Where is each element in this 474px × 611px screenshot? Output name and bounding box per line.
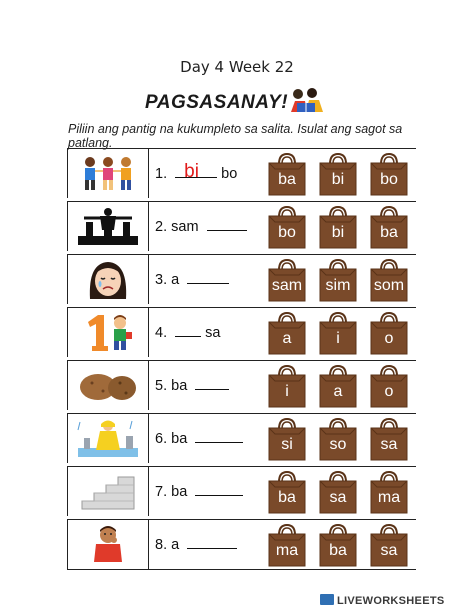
day-week-heading: Day 4 Week 22 [180,58,294,76]
question-prefix: a [171,272,180,288]
stairs-icon [76,471,140,512]
exercise-row-6 [67,413,416,463]
picture-cell [67,361,149,410]
choice-bag[interactable] [367,523,411,567]
choice-label: o [384,330,394,347]
answer-blank[interactable] [195,441,243,443]
choice-label: si [281,436,293,453]
choice-bags [265,152,415,198]
choice-bag[interactable] [265,152,309,196]
question-text [155,325,220,341]
people-silhouette-icon [76,206,140,247]
exercise-row-5 [67,360,416,410]
picture-cell [67,255,149,304]
potatoes-icon [76,365,140,406]
exercise-table [67,148,416,576]
choice-label: o [384,383,394,400]
choice-label: i [336,330,340,347]
choice-label: ba [380,224,398,241]
question-number: 6. [155,431,168,447]
question-text [155,431,243,447]
choice-label: so [329,436,347,453]
choice-bags [265,470,415,516]
question-text [155,537,237,553]
question-prefix: a [171,537,180,553]
question-number: 1. [155,166,168,182]
question-suffix: sa [205,325,221,341]
choice-bag[interactable] [367,311,411,355]
picture-cell [67,467,149,516]
question-number: 3. [155,272,168,288]
choice-label: a [333,383,343,400]
exercise-row-4 [67,307,416,357]
picture-cell [67,520,149,569]
question-prefix: sam [171,219,199,235]
children-reading-icon [287,86,327,116]
picture-cell [67,149,149,198]
picture-cell [67,308,149,357]
liveworksheets-footer[interactable] [320,594,445,608]
exercise-row-8 [67,519,416,570]
answer-blank[interactable] [195,494,243,496]
choice-bag[interactable] [265,470,309,514]
choice-label: ba [278,171,296,188]
crying-girl-icon [76,259,140,300]
children-playing-icon [76,153,140,194]
choice-bag[interactable] [316,258,360,302]
question-text [155,219,247,235]
choice-bag[interactable] [367,417,411,461]
question-text [155,272,229,288]
question-number: 7. [155,484,168,500]
choice-bag[interactable] [265,205,309,249]
choice-bag[interactable] [265,364,309,408]
choice-bag[interactable] [316,417,360,461]
answer-blank[interactable] [207,229,247,231]
choice-label: ba [329,542,347,559]
choice-label: sim [325,277,351,294]
question-suffix: bo [221,166,238,182]
question-number: 2. [155,219,168,235]
instructions-text: Piliin ang pantig na kukumpleto sa salita. Isulat ang sagot sa patlang. [68,122,403,150]
answer-blank[interactable] [175,161,217,182]
number-one-boy-icon [76,312,140,353]
exercise-row-1 [67,148,416,198]
picture-cell [67,414,149,463]
choice-label: sa [380,542,398,559]
choice-bags [265,311,415,357]
liveworksheets-logo-icon [320,594,334,605]
choice-label: sa [329,489,347,506]
choice-label: ba [278,489,296,506]
choice-label: bi [331,224,345,241]
choice-bag[interactable] [316,523,360,567]
question-prefix: ba [171,431,188,447]
choice-bag[interactable] [265,523,309,567]
choice-bag[interactable] [367,205,411,249]
question-prefix: ba [171,484,188,500]
choice-bag[interactable] [367,470,411,514]
choice-bag[interactable] [265,258,309,302]
choice-bag[interactable] [316,311,360,355]
exercise-row-2 [67,201,416,251]
choice-label: sa [380,436,398,453]
choice-bag[interactable] [367,364,411,408]
choice-bags [265,205,415,251]
answer-blank[interactable] [187,282,229,284]
worksheet-title: PAGSASANAY! [145,92,289,113]
choice-bag[interactable] [316,470,360,514]
choice-bags [265,258,415,304]
choice-label: a [282,330,292,347]
answer-blank[interactable] [195,388,229,390]
answer-blank[interactable] [175,335,201,337]
exercise-row-3 [67,254,416,304]
picture-cell [67,202,149,251]
choice-label: bo [278,224,296,241]
choice-bags [265,364,415,410]
choice-bag[interactable] [265,311,309,355]
question-number: 4. [155,325,168,341]
choice-bags [265,523,415,569]
choice-bag[interactable] [316,152,360,196]
question-text [155,378,229,394]
choice-label: bo [380,171,398,188]
choice-label: sam [271,277,303,294]
flood-raincoat-icon [76,418,140,459]
choice-bag[interactable] [265,417,309,461]
choice-label: ma [275,542,299,559]
choice-bag[interactable] [316,205,360,249]
question-number: 5. [155,378,168,394]
choice-label: som [373,277,405,294]
answer-text: bi [184,161,199,182]
footer-brand-text: LIVEWORKSHEETS [337,595,445,607]
choice-label: bi [331,171,345,188]
choice-bag[interactable] [367,152,411,196]
choice-label: ma [377,489,401,506]
question-text [155,484,243,500]
question-prefix: ba [171,378,188,394]
choice-label: i [285,383,289,400]
question-number: 8. [155,537,168,553]
boy-eating-icon [76,524,140,565]
choice-bag[interactable] [316,364,360,408]
answer-blank[interactable] [187,547,237,549]
exercise-row-7 [67,466,416,516]
choice-bags [265,417,415,463]
choice-bag[interactable] [367,258,411,302]
question-text [155,161,238,182]
